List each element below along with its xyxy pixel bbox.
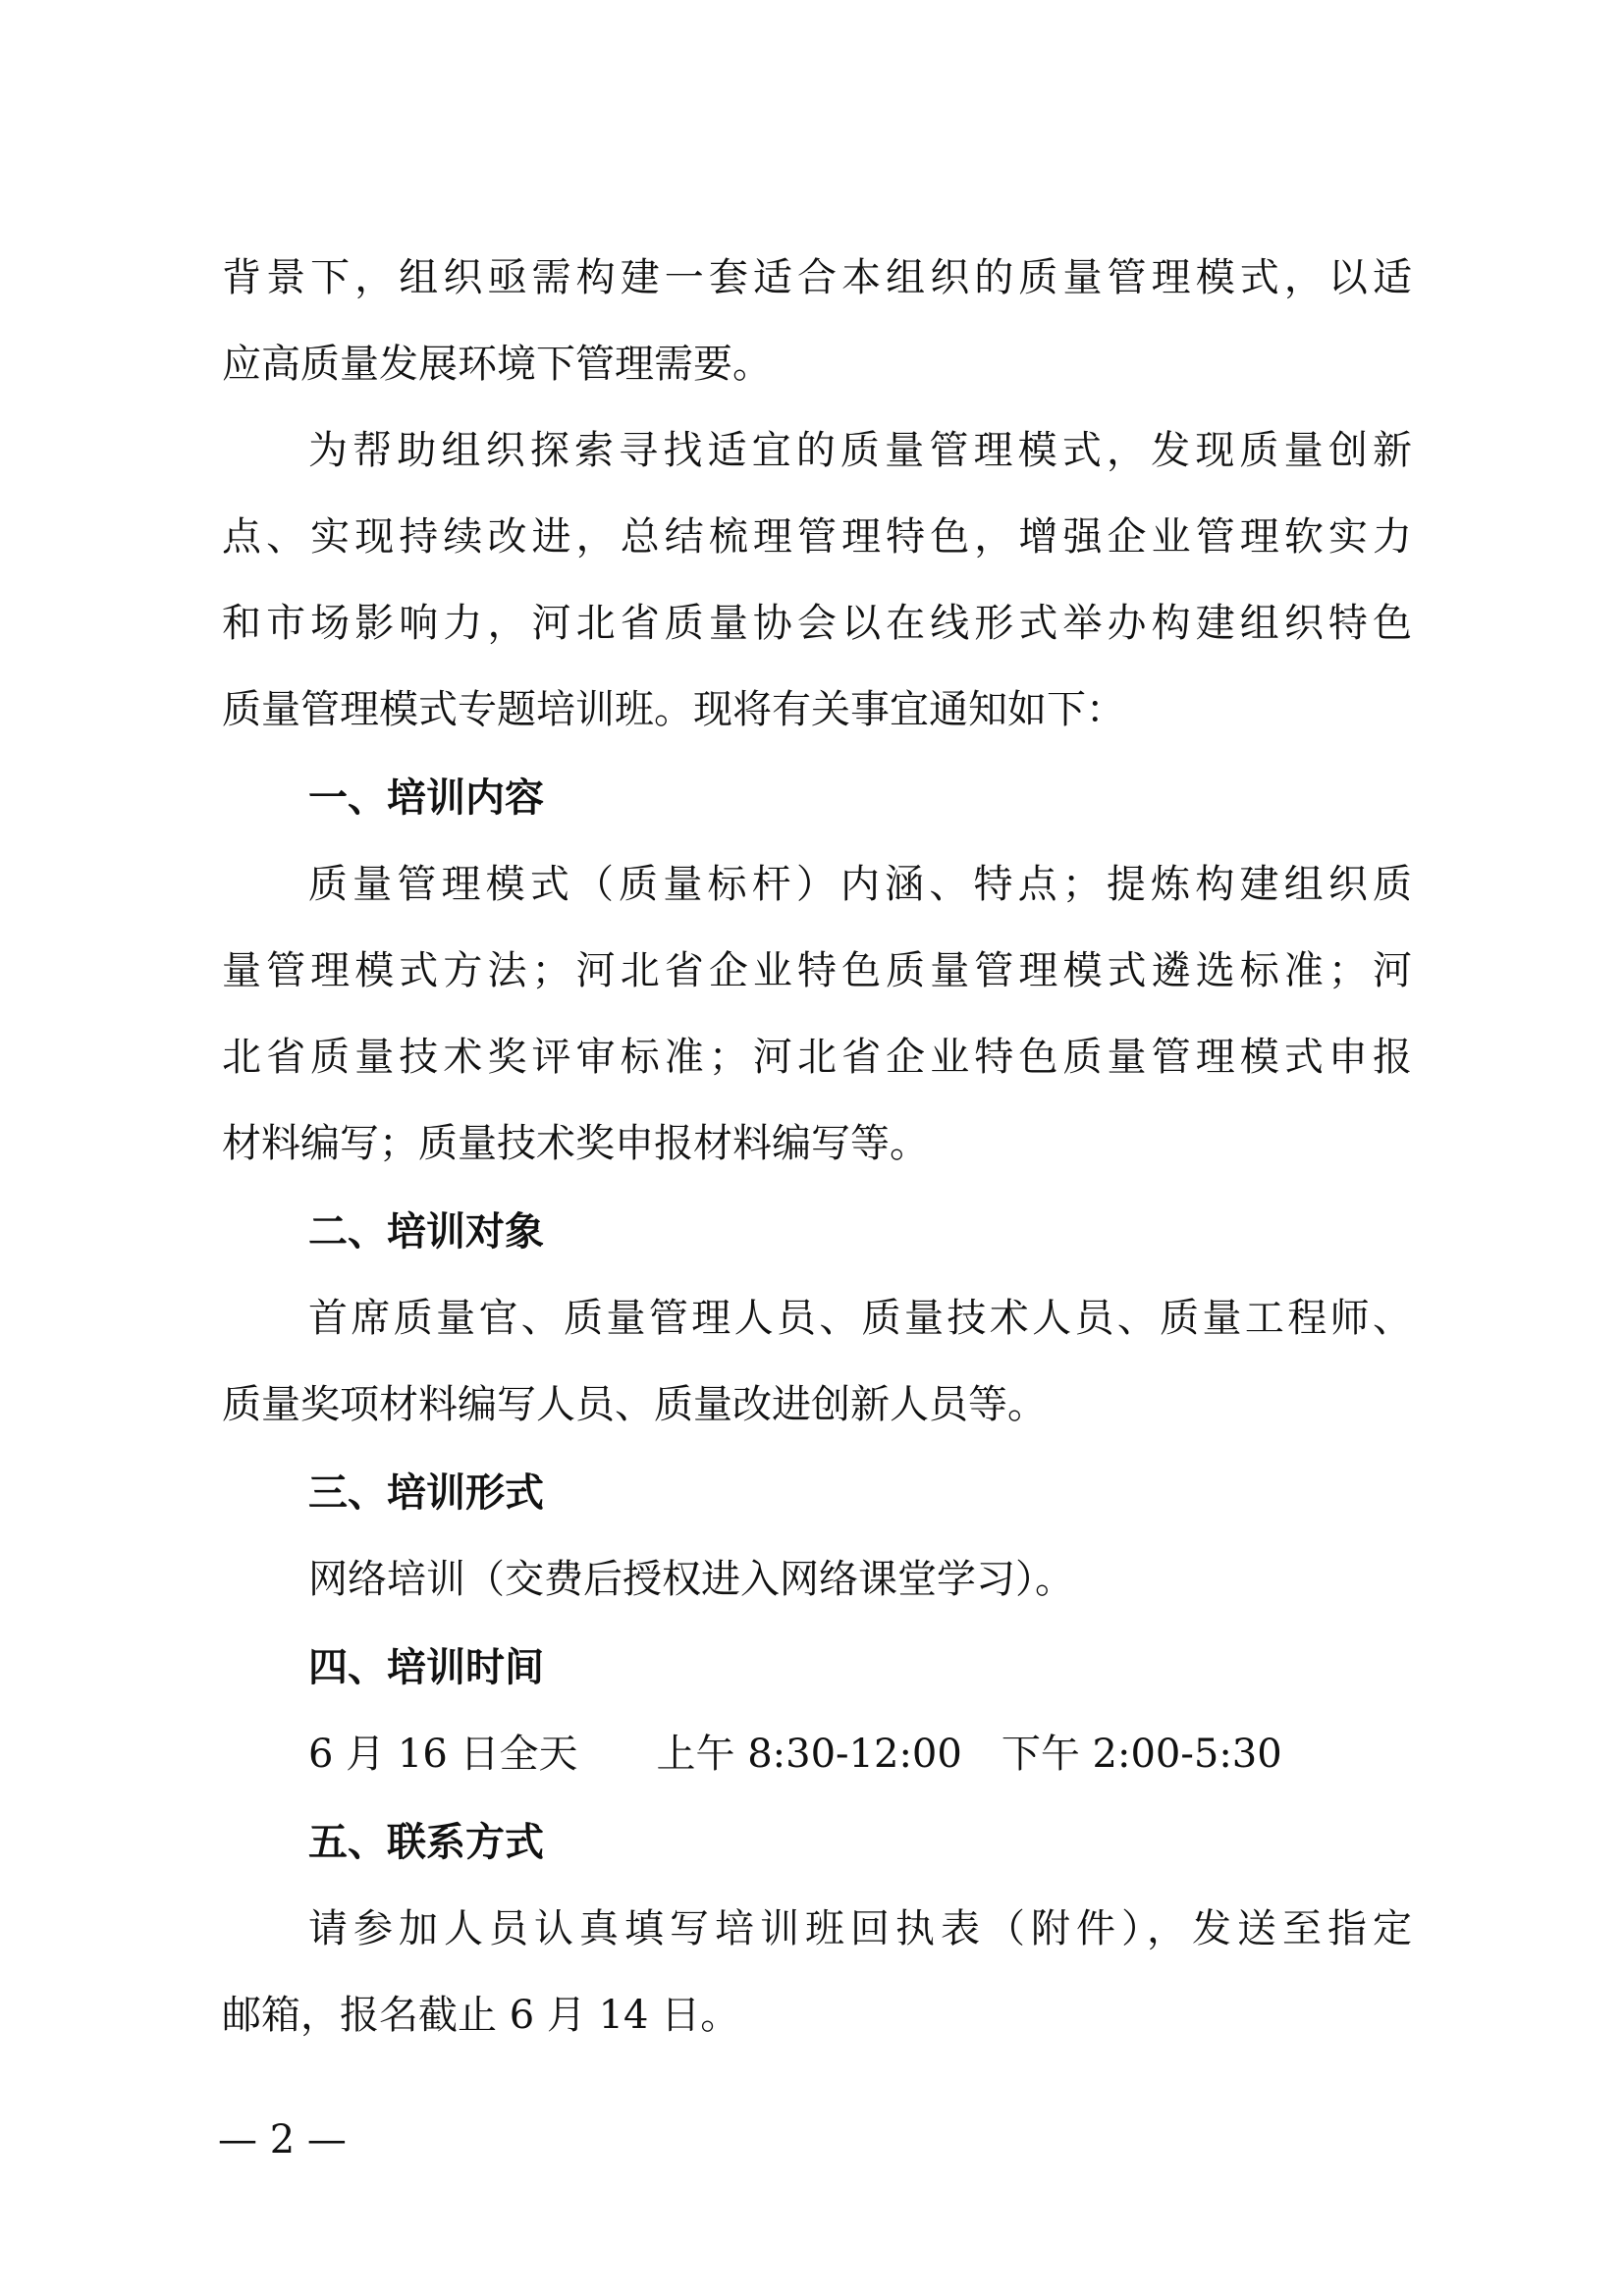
paragraph-2-line-4: 质量管理模式专题培训班。现将有关事宜通知如下： bbox=[222, 687, 1125, 732]
section-5-line-1: 请参加人员认真填写培训班回执表（附件），发送至指定 bbox=[308, 1906, 1412, 1951]
section-2-line-1: 首席质量官、质量管理人员、质量技术人员、质量工程师、 bbox=[308, 1296, 1412, 1341]
section-heading-audience: 二、培训对象 bbox=[308, 1209, 544, 1255]
paragraph-2-line-1: 为帮助组织探索寻找适宜的质量管理模式，发现质量创新 bbox=[308, 428, 1412, 473]
section-3-line-1: 网络培训（交费后授权进入网络课堂学习）。 bbox=[308, 1557, 1074, 1602]
section-1-line-1: 质量管理模式（质量标杆）内涵、特点；提炼构建组织质 bbox=[308, 862, 1412, 907]
section-1-line-2: 量管理模式方法；河北省企业特色质量管理模式遴选标准；河 bbox=[222, 948, 1412, 993]
section-heading-content: 一、培训内容 bbox=[308, 775, 544, 821]
page-number: — 2 — bbox=[218, 2117, 347, 2163]
paragraph-2-line-2: 点、实现持续改进，总结梳理管理特色，增强企业管理软实力 bbox=[222, 514, 1412, 560]
section-heading-time: 四、培训时间 bbox=[308, 1645, 544, 1690]
section-2-line-2: 质量奖项材料编写人员、质量改进创新人员等。 bbox=[222, 1382, 1047, 1427]
section-5-line-2: 邮箱，报名截止 6 月 14 日。 bbox=[222, 1993, 740, 2038]
paragraph-1-line-1: 背景下，组织亟需构建一套适合本组织的质量管理模式，以适 bbox=[222, 255, 1412, 300]
paragraph-1-line-2: 应高质量发展环境下管理需要。 bbox=[222, 342, 772, 387]
section-heading-format: 三、培训形式 bbox=[308, 1470, 544, 1516]
section-1-line-4: 材料编写；质量技术奖申报材料编写等。 bbox=[222, 1121, 929, 1166]
section-1-line-3: 北省质量技术奖评审标准；河北省企业特色质量管理模式申报 bbox=[222, 1035, 1412, 1080]
paragraph-2-line-3: 和市场影响力，河北省质量协会以在线形式举办构建组织特色 bbox=[222, 601, 1412, 646]
section-4-line-1: 6 月 16 日全天 上午 8:30-12:00 下午 2:00-5:30 bbox=[308, 1732, 1282, 1777]
section-heading-contact: 五、联系方式 bbox=[308, 1820, 544, 1865]
